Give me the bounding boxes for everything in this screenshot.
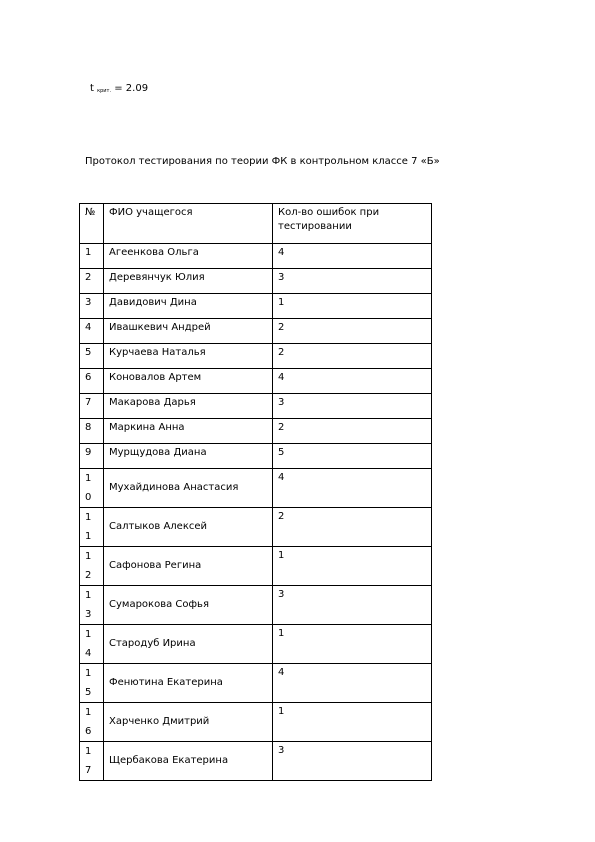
- t-critical-subscript: крит.: [97, 88, 112, 94]
- student-name: Деревянчук Юлия: [104, 269, 273, 294]
- row-number: 13: [85, 590, 92, 620]
- row-number-cell: [80, 244, 104, 269]
- row-number-cell: [80, 664, 104, 703]
- row-number-cell: [80, 703, 104, 742]
- error-count: 1: [273, 625, 432, 664]
- header-error-count: Кол-во ошибок при тестировании: [273, 204, 432, 244]
- results-table-body: [80, 204, 432, 781]
- table-row: [80, 319, 432, 344]
- error-count: 4: [273, 469, 432, 508]
- row-number: 3: [85, 297, 92, 308]
- student-name: Фенютина Екатерина: [104, 664, 273, 703]
- row-number: 1: [85, 247, 92, 258]
- row-number-cell: [80, 469, 104, 508]
- table-row: [80, 508, 432, 547]
- row-number-cell: [80, 394, 104, 419]
- row-number: 17: [85, 746, 92, 776]
- row-number-cell: [80, 508, 104, 547]
- student-name: Сафонова Регина: [104, 547, 273, 586]
- student-name: Стародуб Ирина: [104, 625, 273, 664]
- error-count: 5: [273, 444, 432, 469]
- error-count: 2: [273, 344, 432, 369]
- student-name: Курчаева Наталья: [104, 344, 273, 369]
- table-row: [80, 294, 432, 319]
- row-number: 6: [85, 372, 92, 383]
- row-number-cell: [80, 742, 104, 781]
- student-name: Щербакова Екатерина: [104, 742, 273, 781]
- table-row: [80, 419, 432, 444]
- row-number: 8: [85, 422, 92, 433]
- row-number-cell: [80, 419, 104, 444]
- row-number: 12: [85, 551, 92, 581]
- table-header-row: [80, 204, 432, 244]
- student-name: Харченко Дмитрий: [104, 703, 273, 742]
- student-name: Маркина Анна: [104, 419, 273, 444]
- student-name: Салтыков Алексей: [104, 508, 273, 547]
- error-count: 3: [273, 269, 432, 294]
- table-row: [80, 664, 432, 703]
- row-number: 4: [85, 322, 92, 333]
- student-name: Мухайдинова Анастасия: [104, 469, 273, 508]
- row-number-cell: [80, 344, 104, 369]
- table-row: [80, 244, 432, 269]
- row-number: 16: [85, 707, 92, 737]
- header-student-name: ФИО учащегося: [104, 204, 273, 244]
- row-number-cell: [80, 319, 104, 344]
- table-row: [80, 444, 432, 469]
- row-number: 5: [85, 347, 92, 358]
- row-number: 15: [85, 668, 92, 698]
- error-count: 1: [273, 547, 432, 586]
- table-row: [80, 469, 432, 508]
- row-number: 7: [85, 397, 92, 408]
- row-number-cell: [80, 547, 104, 586]
- row-number-cell: [80, 586, 104, 625]
- error-count: 4: [273, 244, 432, 269]
- student-name: Агеенкова Ольга: [104, 244, 273, 269]
- error-count: 4: [273, 369, 432, 394]
- error-count: 3: [273, 586, 432, 625]
- results-table: [79, 203, 432, 781]
- error-count: 3: [273, 394, 432, 419]
- table-row: [80, 369, 432, 394]
- protocol-title: Протокол тестирования по теории ФК в контрольном классе 7 «Б»: [85, 156, 440, 167]
- row-number: 14: [85, 629, 92, 659]
- header-number: №: [80, 204, 104, 244]
- student-name: Мурщудова Диана: [104, 444, 273, 469]
- error-count: 2: [273, 319, 432, 344]
- student-name: Сумарокова Софья: [104, 586, 273, 625]
- error-count: 3: [273, 742, 432, 781]
- row-number: 10: [85, 473, 92, 503]
- row-number: 2: [85, 272, 92, 283]
- error-count: 2: [273, 419, 432, 444]
- t-critical-value: [90, 83, 148, 97]
- table-row: [80, 269, 432, 294]
- table-row: [80, 394, 432, 419]
- table-row: [80, 625, 432, 664]
- error-count: 1: [273, 703, 432, 742]
- row-number-cell: [80, 444, 104, 469]
- row-number-cell: [80, 269, 104, 294]
- error-count: 2: [273, 508, 432, 547]
- row-number-cell: [80, 294, 104, 319]
- row-number: 11: [85, 512, 92, 542]
- table-row: [80, 586, 432, 625]
- row-number-cell: [80, 625, 104, 664]
- row-number: 9: [85, 447, 92, 458]
- error-count: 4: [273, 664, 432, 703]
- student-name: Макарова Дарья: [104, 394, 273, 419]
- table-row: [80, 547, 432, 586]
- error-count: 1: [273, 294, 432, 319]
- student-name: Ивашкевич Андрей: [104, 319, 273, 344]
- student-name: Коновалов Артем: [104, 369, 273, 394]
- t-critical-equals: = 2.09: [114, 83, 149, 94]
- student-name: Давидович Дина: [104, 294, 273, 319]
- t-critical-letter: t: [90, 83, 94, 94]
- table-row: [80, 742, 432, 781]
- table-row: [80, 703, 432, 742]
- table-row: [80, 344, 432, 369]
- row-number-cell: [80, 369, 104, 394]
